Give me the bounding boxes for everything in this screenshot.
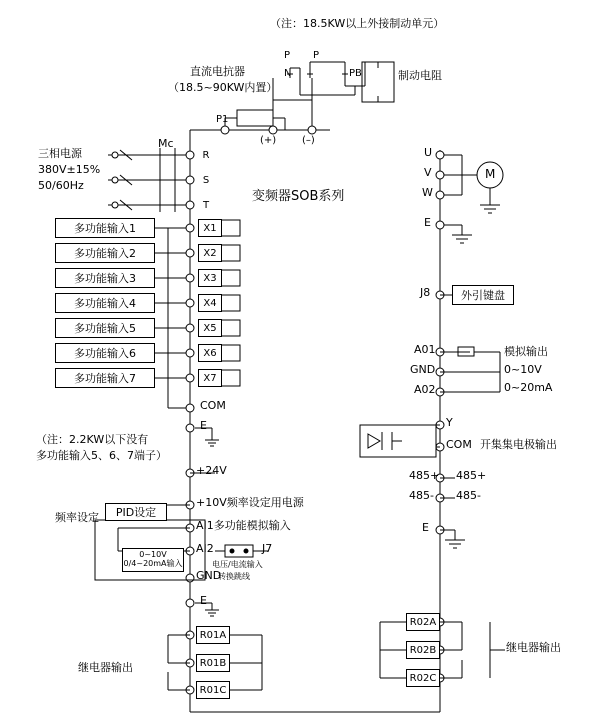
multi-input-1: 多功能输入1 bbox=[55, 218, 155, 238]
terminal-u: U bbox=[424, 146, 433, 159]
terminal-p-1: P bbox=[284, 50, 291, 61]
terminal-x6: X6 bbox=[198, 344, 222, 362]
multi-input-5: 多功能输入5 bbox=[55, 318, 155, 338]
terminal-gnd-left: GND bbox=[196, 569, 222, 582]
terminal-485-minus-right: 485- bbox=[456, 489, 481, 502]
multi-input-4: 多功能输入4 bbox=[55, 293, 155, 313]
terminal-x5: X5 bbox=[198, 319, 222, 337]
terminal-r01c: R01C bbox=[196, 681, 230, 699]
label-analog-range2: 0~20mA bbox=[504, 381, 553, 394]
terminal-485-plus-left: 485+ bbox=[409, 469, 440, 482]
terminal-485-minus-left: 485- bbox=[409, 489, 434, 502]
label-keypad: 外引键盘 bbox=[452, 285, 514, 305]
terminal-gnd-right: GND bbox=[410, 363, 436, 376]
label-open-collector: 开集集电极输出 bbox=[480, 438, 557, 451]
jumper-note-line2: 转换跳线 bbox=[218, 572, 250, 581]
terminal-485-plus-right: 485+ bbox=[456, 469, 487, 482]
terminal-minus: (–) bbox=[302, 135, 315, 146]
input-range-line1: 0~10V bbox=[139, 550, 167, 560]
input-range-line2: 0/4~20mA输入 bbox=[123, 559, 183, 568]
label-freq-setting: 频率设定 bbox=[55, 511, 99, 524]
multi-input-6: 多功能输入6 bbox=[55, 343, 155, 363]
label-analog-range1: 0~10V bbox=[504, 363, 542, 376]
motor-symbol: M bbox=[485, 167, 496, 181]
terminal-p-2: P bbox=[313, 50, 320, 61]
terminal-n: N bbox=[284, 68, 292, 79]
terminal-ai2: AI2 bbox=[196, 542, 214, 555]
terminal-plus: (+) bbox=[260, 135, 277, 146]
terminal-e-left: E bbox=[200, 419, 207, 432]
terminal-10v: +10V频率设定用电源 bbox=[196, 496, 304, 509]
page-title: 变频器SOB系列 bbox=[252, 189, 345, 204]
label-brake-resistor: 制动电阻 bbox=[398, 69, 442, 82]
label-relay-left: 继电器输出 bbox=[78, 661, 133, 674]
terminal-s: S bbox=[196, 171, 216, 189]
terminal-x2: X2 bbox=[198, 244, 222, 262]
multi-input-3: 多功能输入3 bbox=[55, 268, 155, 288]
terminal-pb: PB bbox=[349, 68, 362, 79]
terminal-r: R bbox=[196, 146, 216, 164]
label-power-line1: 三相电源 bbox=[38, 147, 82, 160]
note-multi-input-1: （注：2.2KW以下没有 bbox=[36, 433, 149, 446]
terminal-r02c: R02C bbox=[406, 669, 440, 687]
label-contactor-mc: Mc bbox=[158, 137, 174, 150]
multi-input-7: 多功能输入7 bbox=[55, 368, 155, 388]
terminal-x1: X1 bbox=[198, 219, 222, 237]
label-relay-right: 继电器输出 bbox=[506, 641, 561, 654]
terminal-x3: X3 bbox=[198, 269, 222, 287]
multi-input-2: 多功能输入2 bbox=[55, 243, 155, 263]
label-analog-output: 模拟输出 bbox=[504, 345, 548, 358]
jumper-note-line1: 电压/电流输入 bbox=[212, 560, 263, 569]
terminal-y: Y bbox=[446, 416, 453, 429]
terminal-p1: P1 bbox=[216, 114, 229, 125]
terminal-e-left-2: E bbox=[200, 594, 207, 607]
terminal-t: T bbox=[196, 196, 216, 214]
label-dc-reactor: 直流电抗器 bbox=[190, 65, 245, 78]
terminal-r01a: R01A bbox=[196, 626, 230, 644]
label-power-line3: 50/60Hz bbox=[38, 179, 84, 192]
terminal-x4: X4 bbox=[198, 294, 222, 312]
terminal-com-right: COM bbox=[446, 438, 472, 451]
label-power-line2: 380V±15% bbox=[38, 163, 101, 176]
terminal-v: V bbox=[424, 166, 432, 179]
terminal-r02b: R02B bbox=[406, 641, 440, 659]
note-multi-input-2: 多功能输入5、6、7端子） bbox=[36, 449, 167, 462]
terminal-x7: X7 bbox=[198, 369, 222, 387]
terminal-ai1: AI1多功能模拟输入 bbox=[196, 519, 291, 532]
note-brake-unit: （注：18.5KW以上外接制动单元） bbox=[270, 17, 445, 30]
terminal-r02a: R02A bbox=[406, 613, 440, 631]
terminal-w: W bbox=[422, 186, 433, 199]
terminal-e-right: E bbox=[424, 216, 431, 229]
terminal-com-left: COM bbox=[200, 399, 226, 412]
jumper-j7: J7 bbox=[262, 542, 273, 555]
terminal-24v: +24V bbox=[196, 464, 227, 477]
terminal-a01: A01 bbox=[414, 343, 436, 356]
input-range-box bbox=[122, 548, 184, 572]
terminal-r01b: R01B bbox=[196, 654, 230, 672]
terminal-a02: A02 bbox=[414, 383, 436, 396]
terminal-e-485: E bbox=[422, 521, 429, 534]
label-pid-setting: PID设定 bbox=[105, 503, 167, 521]
terminal-j8: J8 bbox=[420, 286, 431, 299]
label-dc-reactor-range: （18.5~90KW内置） bbox=[168, 81, 278, 94]
